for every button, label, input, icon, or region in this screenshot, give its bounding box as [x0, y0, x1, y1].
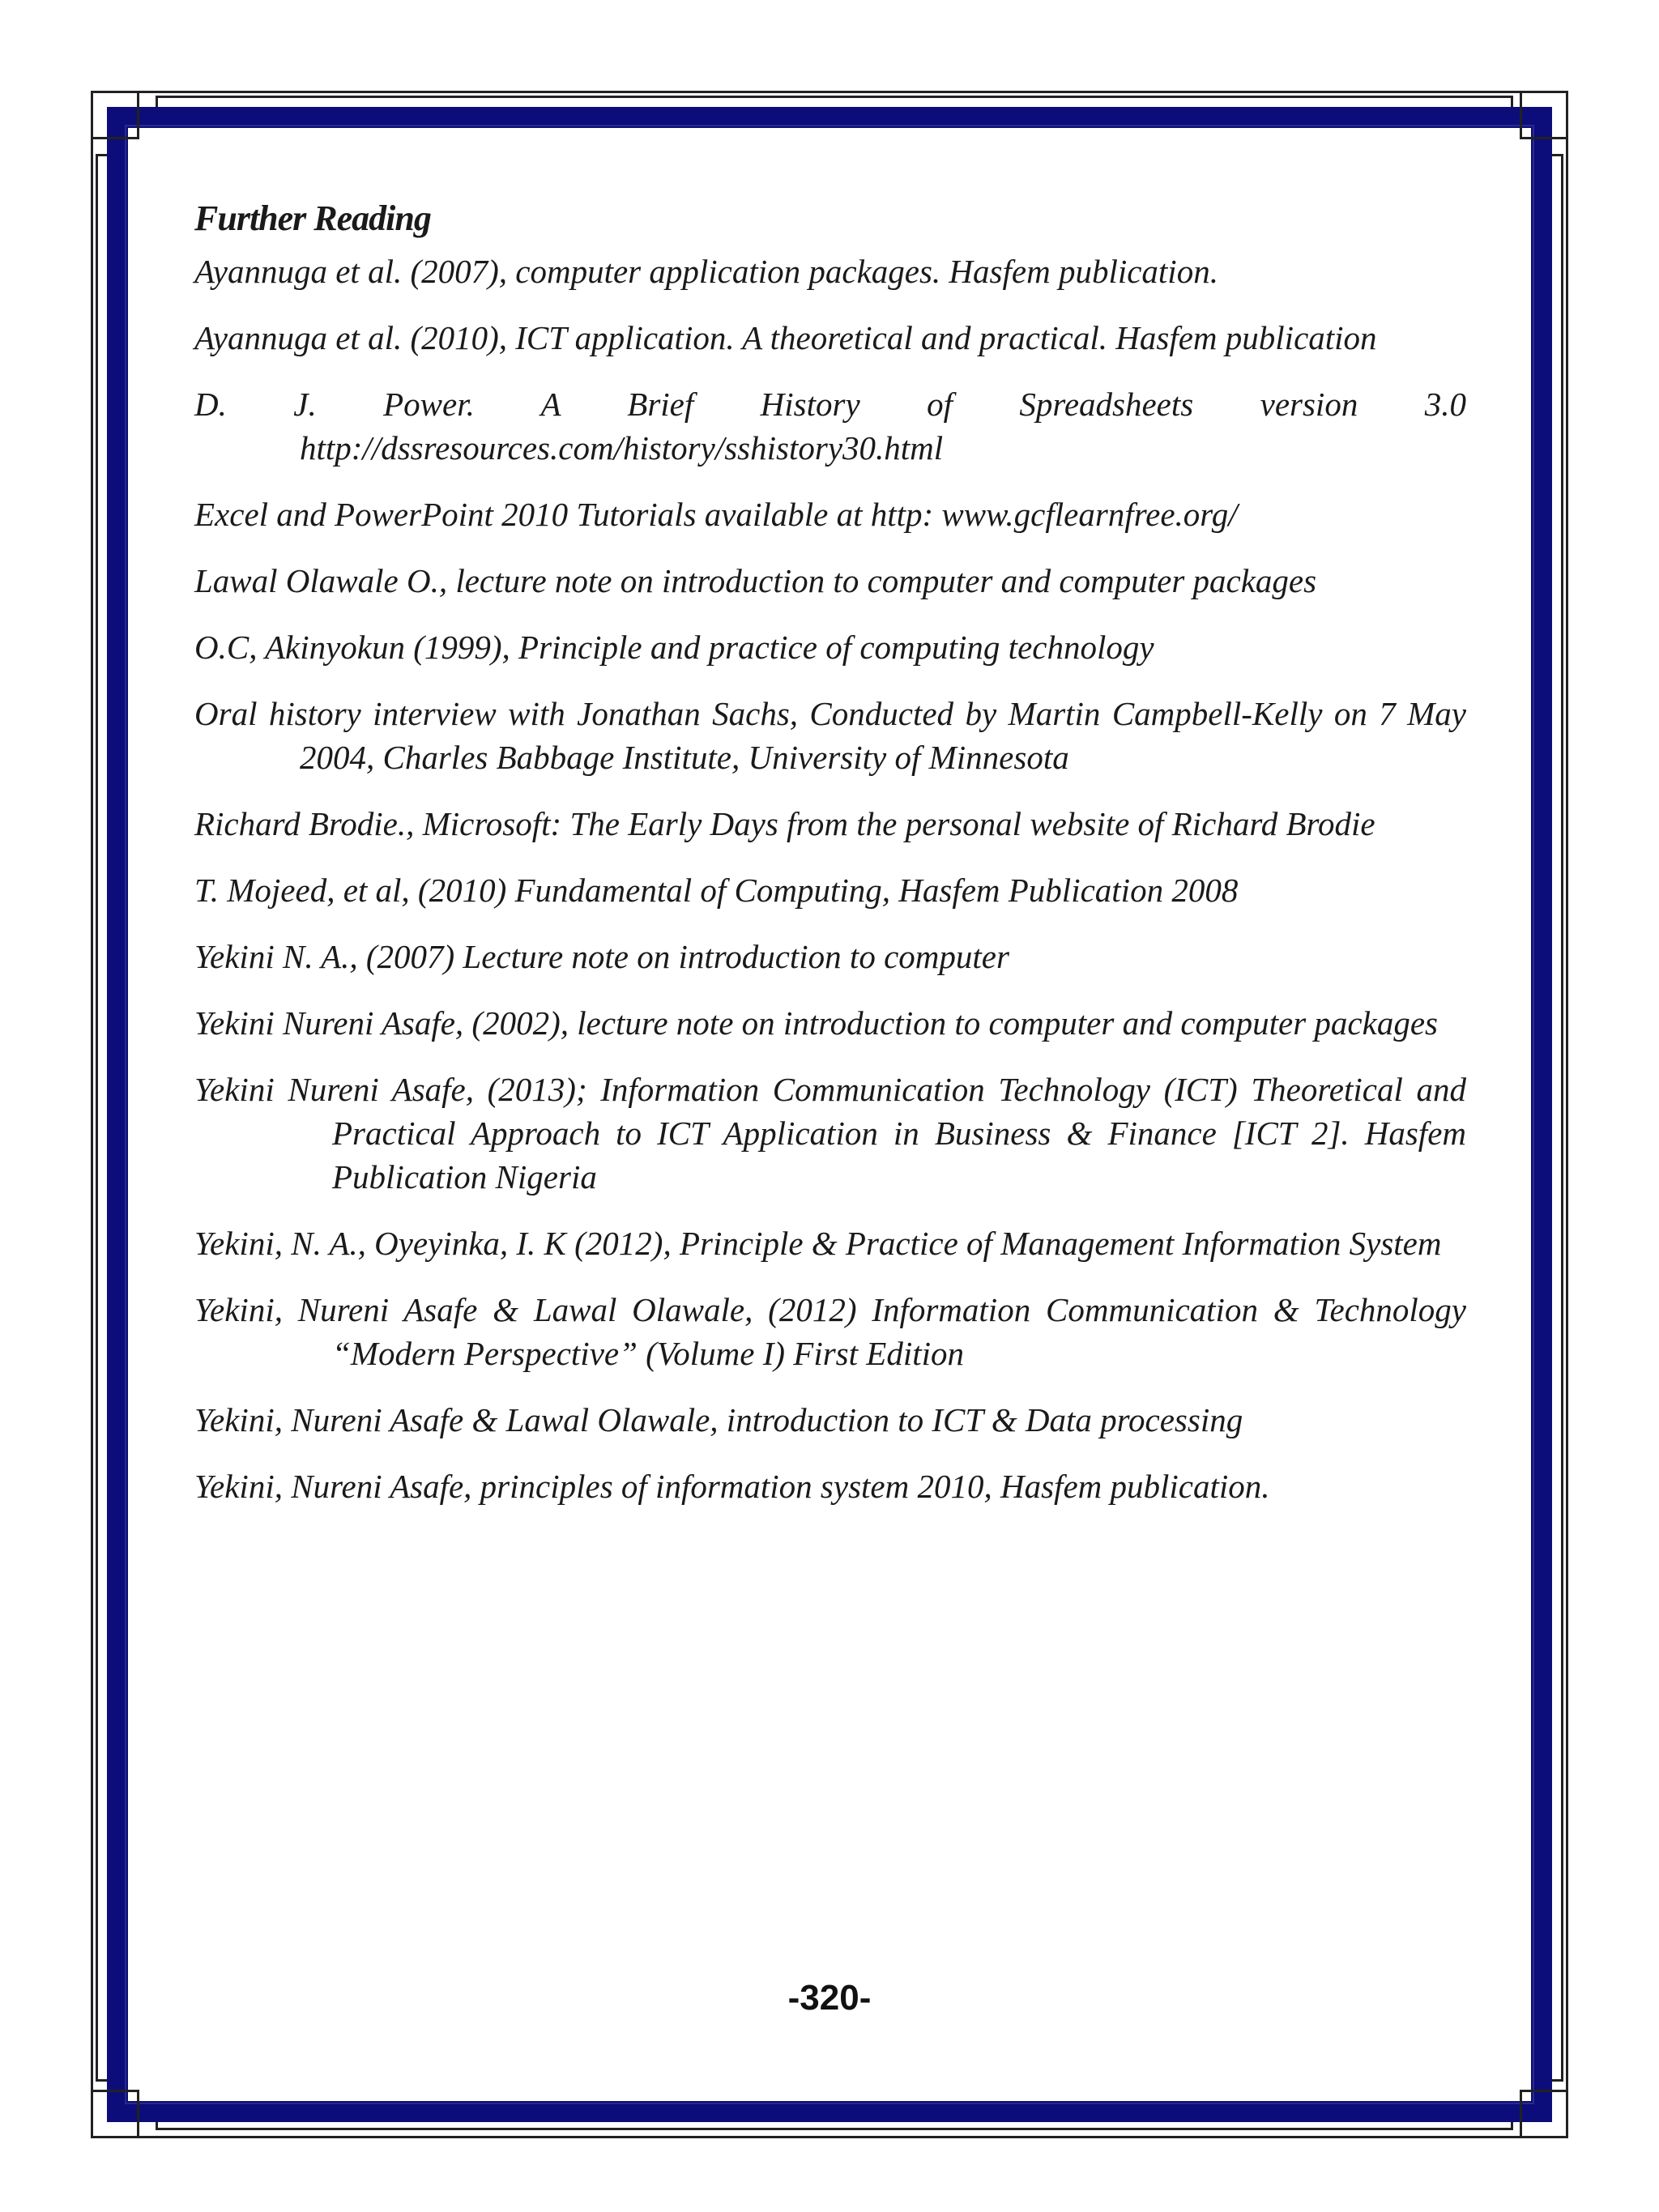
- border-corner-bottom-left: [91, 2090, 139, 2138]
- reference-item: O.C, Akinyokun (1999), Principle and practice of computing technology: [194, 629, 1154, 666]
- reference-item: Yekini Nureni Asafe, (2002), lecture note on introduction to computer and computer packages: [194, 1004, 1438, 1042]
- reference-item: D. J. Power. A Brief History of Spreadsheets version 3.0 http://dssresources.com/history/sshistory30.html: [194, 386, 1466, 467]
- section-heading: Further Reading: [194, 198, 431, 238]
- reference-item: Lawal Olawale O., lecture note on introduction to computer and computer packages: [194, 562, 1317, 599]
- reference-item: Yekini Nureni Asafe, (2013); Information Communication Technology (ICT) Theoretical and Practical Approach to ICT Application in Business & Finance [ICT 2]. Hasfem Publication Nigeria: [194, 1071, 1466, 1196]
- reference-item: Ayannuga et al. (2010), ICT application. A theoretical and practical. Hasfem publication: [194, 319, 1377, 356]
- border-corner-top-left: [91, 91, 139, 139]
- reference-item: Yekini, Nureni Asafe & Lawal Olawale, (2012) Information Communication & Technology “Modern Perspective” (Volume I) First Edition: [194, 1291, 1466, 1372]
- further-reading-section: [194, 194, 1466, 1531]
- page-number: -320-: [787, 1978, 872, 2018]
- reference-item: T. Mojeed, et al, (2010) Fundamental of Computing, Hasfem Publication 2008: [194, 872, 1239, 909]
- reference-item: Yekini, N. A., Oyeyinka, I. K (2012), Principle & Practice of Management Information System: [194, 1225, 1442, 1262]
- reference-item: Yekini, Nureni Asafe & Lawal Olawale, introduction to ICT & Data processing: [194, 1401, 1243, 1438]
- border-corner-top-right: [1520, 91, 1568, 139]
- border-corner-bottom-right: [1520, 2090, 1568, 2138]
- reference-item: Ayannuga et al. (2007), computer application packages. Hasfem publication.: [194, 253, 1218, 290]
- reference-item: Yekini, Nureni Asafe, principles of information system 2010, Hasfem publication.: [194, 1468, 1270, 1505]
- reference-item: Oral history interview with Jonathan Sachs, Conducted by Martin Campbell-Kelly on 7 May 2004, Charles Babbage Institute, University of Minnesota: [194, 695, 1466, 776]
- reference-item: Richard Brodie., Microsoft: The Early Days from the personal website of Richard Brodie: [194, 805, 1375, 842]
- reference-item: Excel and PowerPoint 2010 Tutorials available at http: www.gcflearnfree.org/: [194, 496, 1238, 533]
- reference-item: Yekini N. A., (2007) Lecture note on introduction to computer: [194, 938, 1009, 975]
